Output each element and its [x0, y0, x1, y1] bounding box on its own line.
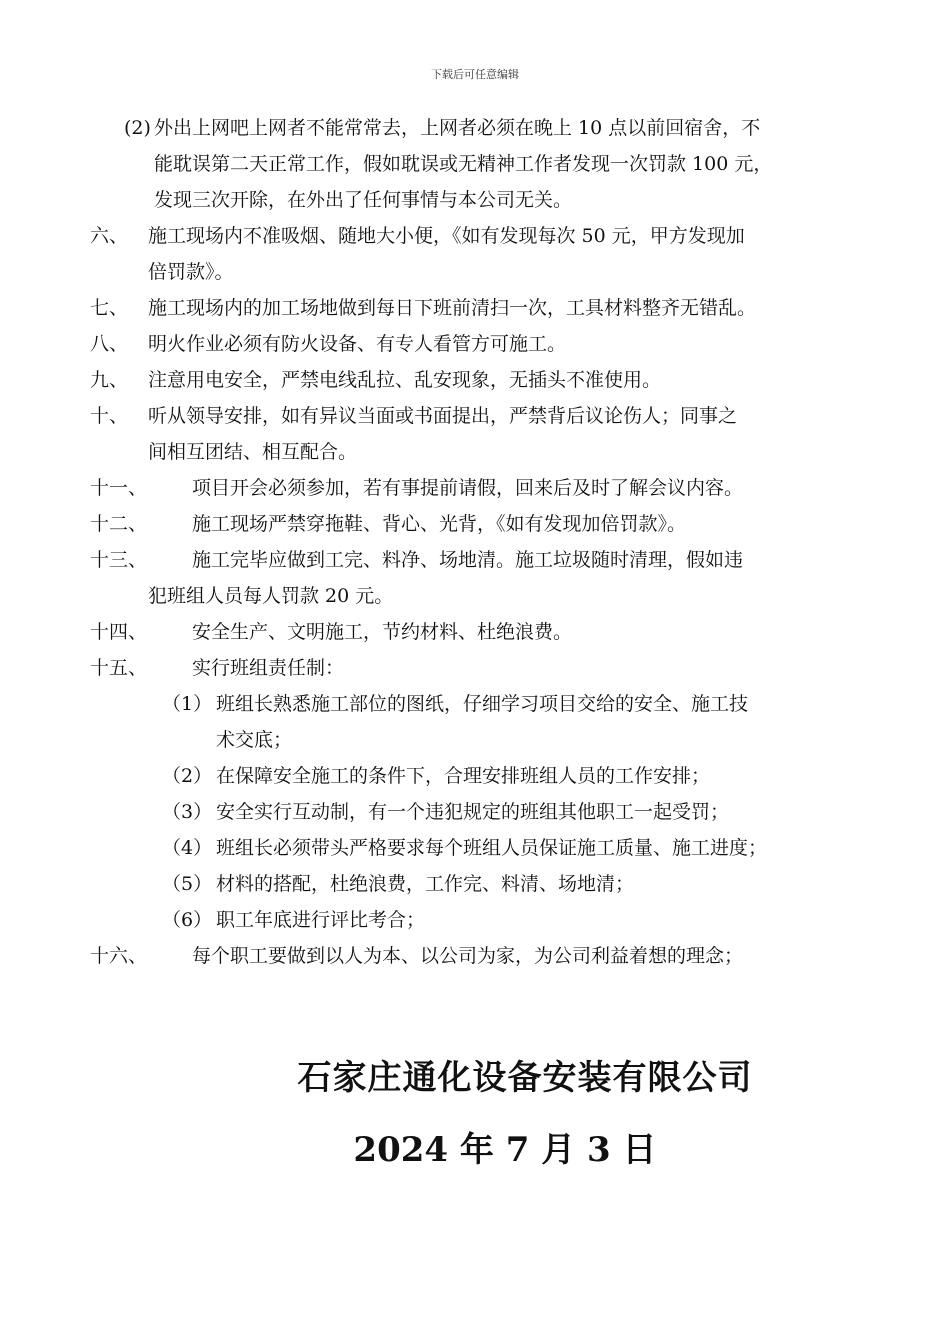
rule-item — [90, 110, 860, 218]
item-number: 十六、 — [90, 945, 148, 967]
rule-item — [90, 362, 860, 398]
document-body — [90, 110, 860, 974]
item-number: 六、 — [90, 225, 129, 247]
item-number: （6） — [162, 909, 213, 931]
sub-item — [90, 902, 860, 938]
sub-item — [90, 686, 860, 758]
item-line: 施工现场严禁穿拖鞋、背心、光背，《如有发现加倍罚款》。 — [192, 513, 687, 535]
item-line: 术交底； — [216, 729, 293, 751]
item-line: 每个职工要做到以人为本、以公司为家，为公司利益着想的理念； — [192, 945, 744, 967]
item-line: 能耽误第二天正常工作，假如耽误或无精神工作者发现一次罚款 100 元， — [154, 153, 773, 175]
item-number: （4） — [162, 837, 213, 859]
rule-item — [90, 614, 860, 650]
item-line: 项目开会必须参加，若有事提前请假，回来后及时了解会议内容。 — [192, 477, 744, 499]
page-header-watermark: 下载后可任意编辑 — [431, 68, 519, 81]
item-number: （3） — [162, 801, 213, 823]
item-number: （5） — [162, 873, 213, 895]
document-date: 2024 年 7 月 3 日 — [353, 1130, 657, 1170]
item-line: 安全生产、文明施工，节约材料、杜绝浪费。 — [192, 621, 573, 643]
item-line: 发现三次开除，在外出了任何事情与本公司无关。 — [154, 189, 573, 211]
item-line: 在保障安全施工的条件下，合理安排班组人员的工作安排； — [216, 765, 711, 787]
rule-item — [90, 218, 860, 290]
item-line: 施工完毕应做到工完、料净、场地清。施工垃圾随时清理，假如违 — [192, 549, 744, 571]
item-line: 外出上网吧上网者不能常常去，上网者必须在晚上 10 点以前回宿舍，不 — [154, 117, 761, 139]
item-number: 十二、 — [90, 513, 148, 535]
item-line: 听从领导安排，如有异议当面或书面提出，严禁背后议论伤人；同事之 — [148, 405, 738, 427]
item-number: 九、 — [90, 369, 129, 391]
item-line: 犯班组人员每人罚款 20 元。 — [148, 585, 394, 607]
sub-item — [90, 830, 860, 866]
rule-item — [90, 470, 860, 506]
item-line: 明火作业必须有防火设备、有专人看管方可施工。 — [148, 333, 567, 355]
sub-item — [90, 758, 860, 794]
item-line: 班组长必须带头严格要求每个班组人员保证施工质量、施工进度； — [216, 837, 768, 859]
item-line: 职工年底进行评比考合； — [216, 909, 426, 931]
company-name: 石家庄通化设备安装有限公司 — [297, 1058, 753, 1098]
item-number: （2） — [162, 765, 213, 787]
sub-item — [90, 794, 860, 830]
item-line: 安全实行互动制，有一个违犯规定的班组其他职工一起受罚； — [216, 801, 730, 823]
item-line: 班组长熟悉施工部位的图纸，仔细学习项目交给的安全、施工技 — [216, 693, 749, 715]
item-line: 材料的搭配，杜绝浪费，工作完、料清、场地清； — [216, 873, 635, 895]
rule-item — [90, 290, 860, 326]
rule-item — [90, 326, 860, 362]
rule-item — [90, 938, 860, 974]
item-line: 注意用电安全，严禁电线乱拉、乱安现象，无插头不准使用。 — [148, 369, 662, 391]
sub-item — [90, 866, 860, 902]
item-line: 施工现场内不准吸烟、随地大小便，《如有发现每次 50 元，甲方发现加 — [148, 225, 745, 247]
item-number: 十、 — [90, 405, 129, 427]
item-number: 十一、 — [90, 477, 148, 499]
rule-item — [90, 398, 860, 470]
item-number: （1） — [162, 693, 213, 715]
item-line: 倍罚款》。 — [148, 261, 234, 283]
rule-item — [90, 506, 860, 542]
item-number: 八、 — [90, 333, 129, 355]
item-number: 七、 — [90, 297, 129, 319]
item-number: (2) — [124, 117, 151, 139]
item-number: 十五、 — [90, 657, 148, 679]
item-line: 实行班组责任制： — [192, 657, 345, 679]
rule-item — [90, 650, 860, 686]
item-number: 十三、 — [90, 549, 148, 571]
item-number: 十四、 — [90, 621, 148, 643]
item-line: 间相互团结、相互配合。 — [148, 441, 358, 463]
item-line: 施工现场内的加工场地做到每日下班前清扫一次，工具材料整齐无错乱。 — [148, 297, 757, 319]
rule-item — [90, 542, 860, 614]
